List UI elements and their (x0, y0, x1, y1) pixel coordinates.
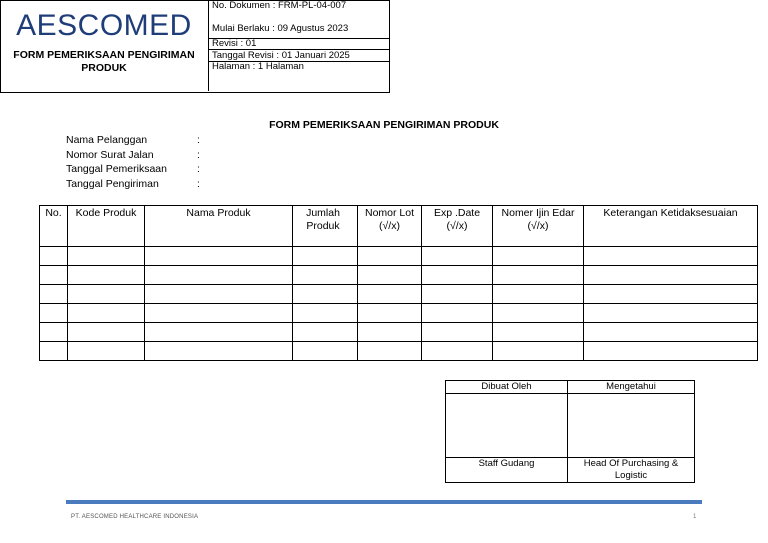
table-cell[interactable] (145, 247, 293, 266)
page-count: Halaman : 1 Halaman (212, 61, 304, 72)
page-title: FORM PEMERIKSAAN PENGIRIMAN PRODUK (269, 119, 499, 131)
header-left-cell (0, 0, 209, 91)
footer-page-number: 1 (693, 514, 697, 520)
table-cell[interactable] (358, 304, 422, 323)
made-by-label: Dibuat Oleh (446, 381, 568, 394)
field-separator: : (197, 148, 200, 161)
made-by-signature-area[interactable] (446, 394, 568, 458)
table-header-row (40, 206, 758, 247)
field-inspection-date: Tanggal Pemeriksaan (66, 163, 167, 175)
doc-number: No. Dokumen : FRM-PL-04-007 (212, 0, 347, 11)
table-cell[interactable] (422, 304, 493, 323)
col-header-product-name: Nama Produk (145, 206, 293, 247)
field-customer-name: Nama Pelanggan (66, 134, 148, 146)
table-cell[interactable] (68, 285, 145, 304)
table-row (40, 247, 758, 266)
field-separator: : (197, 163, 200, 175)
footer-accent-bar (66, 500, 702, 504)
col-header-nonconformity-notes: Keterangan Ketidaksesuaian (584, 206, 758, 247)
table-cell[interactable] (584, 266, 758, 285)
approved-by-label: Mengetahui (568, 381, 695, 394)
company-logo: AESCOMED (16, 9, 192, 42)
table-row (40, 323, 758, 342)
table-cell[interactable] (358, 323, 422, 342)
col-header-exp-date: Exp .Date (√/x) (422, 206, 493, 247)
table-cell[interactable] (293, 323, 358, 342)
revision-number: Revisi : 01 (212, 38, 257, 49)
signature-space-row (446, 394, 695, 458)
table-cell[interactable] (40, 323, 68, 342)
table-cell[interactable] (422, 323, 493, 342)
table-cell[interactable] (358, 285, 422, 304)
table-cell[interactable] (584, 247, 758, 266)
table-cell[interactable] (358, 247, 422, 266)
table-cell[interactable] (68, 247, 145, 266)
table-cell[interactable] (40, 266, 68, 285)
field-separator: : (197, 134, 200, 146)
table-cell[interactable] (68, 304, 145, 323)
inspection-table (39, 205, 758, 361)
col-header-lot-number: Nomor Lot (√/x) (358, 206, 422, 247)
table-cell[interactable] (145, 266, 293, 285)
table-cell[interactable] (493, 342, 584, 361)
effective-date: Mulai Berlaku : 09 Agustus 2023 (212, 23, 349, 34)
signature-table (445, 380, 695, 483)
field-shipping-date: Tanggal Pengiriman (66, 177, 159, 190)
table-cell[interactable] (68, 266, 145, 285)
field-separator: : (197, 177, 200, 190)
table-cell[interactable] (422, 342, 493, 361)
footer-company-name: PT. AESCOMED HEALTHCARE INDONESIA (71, 514, 199, 520)
table-cell[interactable] (584, 323, 758, 342)
table-cell[interactable] (358, 342, 422, 361)
table-cell[interactable] (422, 285, 493, 304)
table-cell[interactable] (68, 323, 145, 342)
document-header (0, 0, 390, 93)
table-cell[interactable] (40, 285, 68, 304)
table-cell[interactable] (145, 285, 293, 304)
table-cell[interactable] (584, 304, 758, 323)
table-cell[interactable] (145, 323, 293, 342)
table-cell[interactable] (493, 247, 584, 266)
table-cell[interactable] (584, 285, 758, 304)
table-cell[interactable] (40, 342, 68, 361)
col-header-quantity: Jumlah Produk (293, 206, 358, 247)
table-cell[interactable] (493, 266, 584, 285)
table-cell[interactable] (358, 266, 422, 285)
signature-role-row (446, 458, 695, 483)
col-header-product-code: Kode Produk (68, 206, 145, 247)
table-cell[interactable] (422, 247, 493, 266)
table-cell[interactable] (293, 342, 358, 361)
header-form-title: FORM PEMERIKSAAN PENGIRIMAN PRODUK (13, 49, 195, 74)
table-cell[interactable] (293, 266, 358, 285)
table-cell[interactable] (68, 342, 145, 361)
col-header-no: No. (40, 206, 68, 247)
approved-by-signature-area[interactable] (568, 394, 695, 458)
table-cell[interactable] (145, 342, 293, 361)
table-cell[interactable] (293, 285, 358, 304)
table-cell[interactable] (422, 266, 493, 285)
table-cell[interactable] (145, 304, 293, 323)
revision-date: Tanggal Revisi : 01 Januari 2025 (212, 50, 350, 61)
table-cell[interactable] (493, 285, 584, 304)
table-cell[interactable] (40, 304, 68, 323)
table-cell[interactable] (40, 247, 68, 266)
approved-by-role: Head Of Purchasing & Logistic (568, 458, 695, 483)
col-header-permit-number: Nomer Ijin Edar (√/x) (493, 206, 584, 247)
table-cell[interactable] (293, 247, 358, 266)
table-row (40, 285, 758, 304)
table-row (40, 266, 758, 285)
signature-header-row (446, 381, 695, 394)
table-cell[interactable] (493, 304, 584, 323)
table-cell[interactable] (584, 342, 758, 361)
field-delivery-note-number: Nomor Surat Jalan (66, 148, 154, 161)
made-by-role: Staff Gudang (446, 458, 568, 483)
table-cell[interactable] (293, 304, 358, 323)
table-cell[interactable] (493, 323, 584, 342)
table-row (40, 342, 758, 361)
table-row (40, 304, 758, 323)
